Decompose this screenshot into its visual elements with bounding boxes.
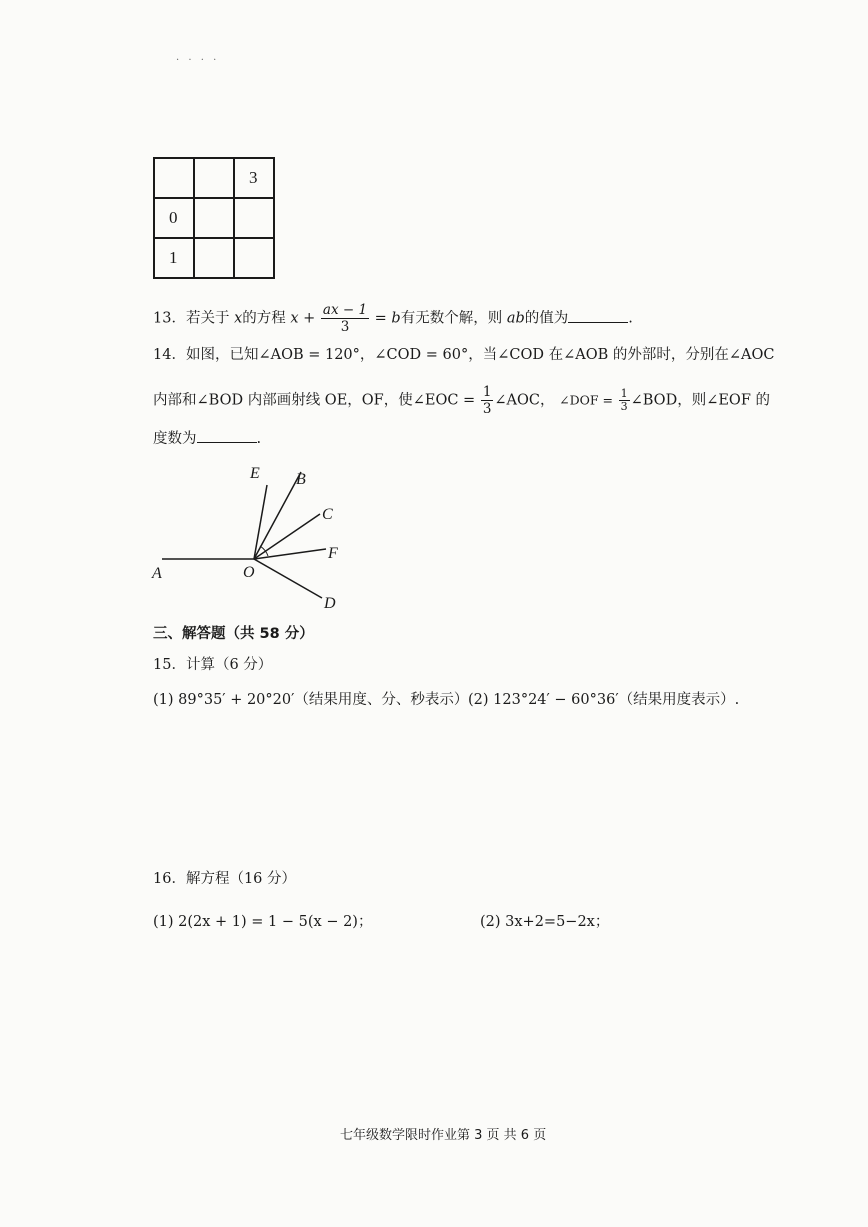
- question-16-part-1: (1) 2(2x + 1) = 1 − 5(x − 2)；: [153, 914, 373, 930]
- q13-text: .: [628, 310, 633, 327]
- top-marks: . . . .: [176, 52, 220, 63]
- section-heading: 三、解答题（共 58 分）: [153, 626, 314, 642]
- label-C: C: [322, 506, 333, 523]
- q13-expr: x +: [290, 310, 316, 327]
- label-E: E: [250, 465, 260, 482]
- fraction-numerator: 1: [482, 384, 492, 400]
- fraction-denominator: 3: [340, 319, 350, 335]
- q14-text: ∠BOD，则∠EOF 的: [630, 392, 770, 409]
- fraction-numerator: ax − 1: [322, 302, 368, 318]
- ray-OC: [254, 514, 320, 559]
- question-14-line-1: 14．如图，已知∠AOB = 120°，∠COD = 60°，当∠COD 在∠AOB 的外部时，分别在∠AOC: [153, 347, 775, 363]
- page-footer: 七年级数学限时作业第 3 页 共 6 页: [340, 1128, 547, 1143]
- q14-text: 度数为: [153, 431, 197, 447]
- label-O: O: [243, 564, 255, 581]
- fraction-denominator: 3: [482, 401, 492, 417]
- label-F: F: [328, 545, 338, 562]
- label-D: D: [324, 595, 336, 612]
- question-16-part-2: (2) 3x+2=5−2x；: [480, 914, 610, 930]
- q13-text: 的方程: [242, 310, 286, 327]
- q13-expr: = b: [374, 310, 401, 327]
- q14-text: .: [256, 431, 262, 447]
- q14-text: ∠AOC，: [494, 392, 555, 409]
- question-15-part-2: (2) 123°24′ − 60°36′（结果用度表示）.: [468, 692, 740, 708]
- q14-text: ∠DOF =: [559, 392, 613, 408]
- q13-var: x: [234, 310, 243, 327]
- question-16-title: 16．解方程（16 分）: [153, 871, 297, 887]
- grid-cell: 1: [154, 238, 194, 278]
- q13-text: 的值为: [524, 310, 569, 327]
- q13-var: ab: [506, 310, 525, 327]
- q13-text: 有无数个解，则: [400, 310, 503, 327]
- grid-cell: 0: [154, 198, 194, 238]
- question-15-title: 15．计算（6 分）: [153, 657, 273, 673]
- grid-cell: 3: [234, 158, 274, 198]
- label-A: A: [152, 565, 162, 582]
- question-15-part-1: (1) 89°35′ + 20°20′（结果用度、分、秒表示）: [153, 692, 469, 708]
- q13-text: 若关于: [185, 310, 230, 327]
- ray-OD: [254, 559, 322, 598]
- fraction-denominator: 3: [620, 400, 628, 413]
- label-B: B: [296, 471, 306, 488]
- fraction-numerator: 1: [620, 387, 628, 400]
- q14-text: 内部和∠BOD 内部画射线 OE，OF，使∠EOC =: [153, 392, 476, 409]
- question-number: 13．: [153, 310, 186, 327]
